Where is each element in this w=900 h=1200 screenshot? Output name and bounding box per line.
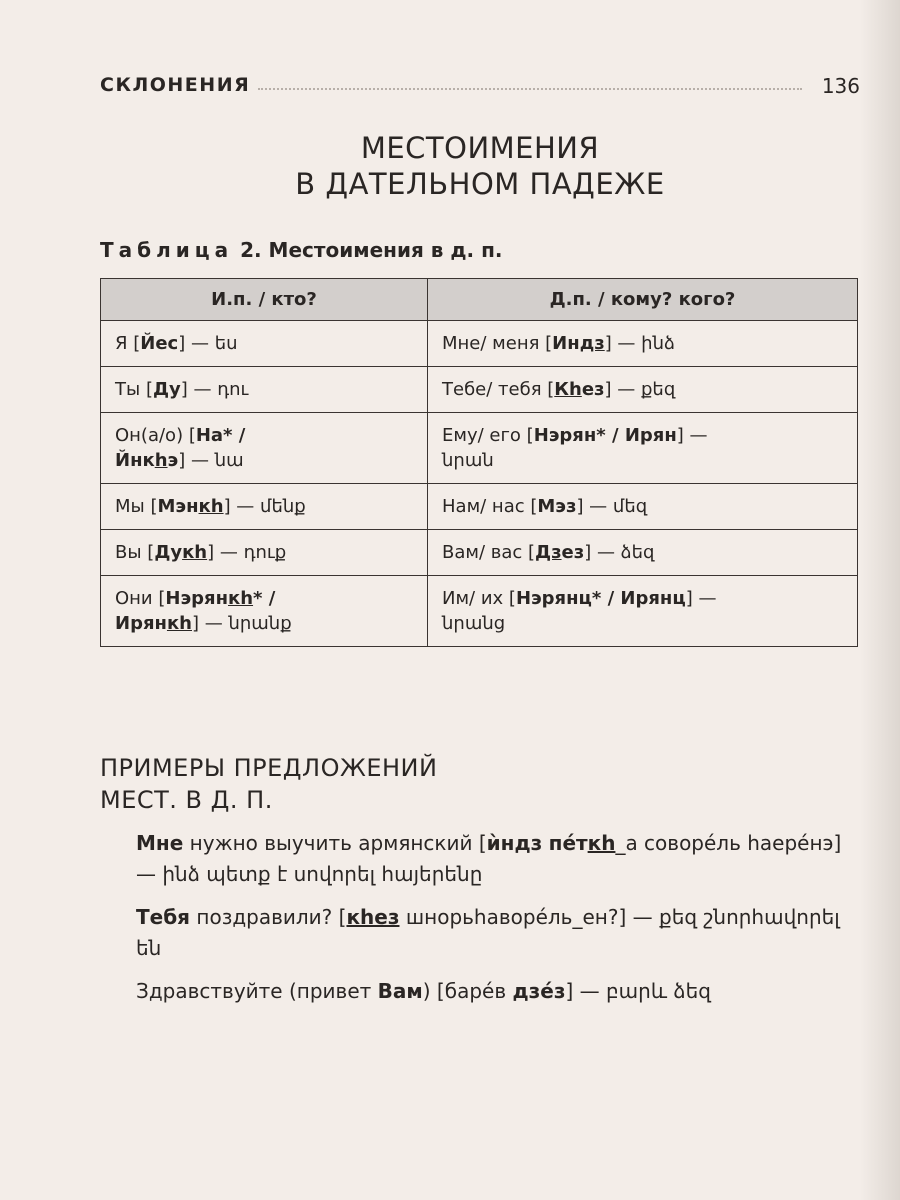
dat-translit-underlined: Кh bbox=[554, 379, 582, 400]
dat-armenian: ձեզ bbox=[620, 542, 655, 563]
example-text: нужно выучить армянский bbox=[189, 831, 473, 855]
nom-word: Они bbox=[115, 588, 153, 609]
nom-translit-underlined: кh bbox=[228, 588, 254, 609]
dat-armenian: մեզ bbox=[612, 496, 648, 517]
nom-translit-alt: Йнк bbox=[115, 450, 155, 471]
example-bold-word: Тебя bbox=[136, 905, 191, 929]
nom-translit: На* / bbox=[195, 425, 246, 446]
nom-translit-alt: Ирян bbox=[115, 613, 167, 634]
nom-translit-underlined: h bbox=[154, 450, 168, 471]
dat-armenian: նրան bbox=[442, 450, 494, 471]
chapter-title-line2: В ДАТЕЛЬНОМ ПАДЕЖЕ bbox=[295, 167, 665, 201]
page-edge-shadow bbox=[860, 0, 900, 1200]
nom-armenian: մենք bbox=[260, 496, 306, 517]
pronoun-table bbox=[100, 278, 858, 647]
dat-translit: Мэз bbox=[537, 496, 577, 517]
example-text-close: ) bbox=[422, 979, 431, 1003]
table-caption-text: Местоимения в д. п. bbox=[268, 238, 503, 262]
nom-armenian: դու bbox=[217, 379, 249, 400]
example-armenian: ինձ պետք է սովորել հայերենը bbox=[162, 862, 483, 886]
dat-armenian: ինձ bbox=[641, 333, 675, 354]
example-translit-bold-2: пéт bbox=[548, 831, 588, 855]
dat-word: Нам/ нас bbox=[442, 496, 525, 517]
nominative-cell: Я [Йес] — ես bbox=[101, 321, 428, 367]
header-nominative: И.п. / кто? bbox=[101, 279, 428, 321]
dat-translit: Нэрянц* / Ирянц bbox=[515, 588, 686, 609]
dat-word: Тебе/ тебя bbox=[442, 379, 542, 400]
example-bold-word: Мне bbox=[136, 831, 184, 855]
nominative-cell: Они [Нэрянкh* / Ирянкh] — նրանք bbox=[101, 576, 428, 647]
nominative-cell: Мы [Мэнкh] — մենք bbox=[101, 484, 428, 530]
example-translit-bold: дзéз bbox=[512, 979, 566, 1003]
nom-word: Он(а/о) bbox=[115, 425, 184, 446]
dative-cell: Им/ их [Нэрянц* / Ирянц] — նրանց bbox=[428, 576, 858, 647]
examples-list bbox=[136, 828, 856, 1019]
header-dotted-rule bbox=[258, 88, 802, 90]
table-row bbox=[101, 530, 858, 576]
nominative-cell: Он(а/о) [На* / Йнкhэ] — նա bbox=[101, 413, 428, 484]
nom-word: Вы bbox=[115, 542, 142, 563]
dat-word: Ему/ его bbox=[442, 425, 521, 446]
example-sentence: Здравствуйте (привет Вам) [барéв дзéз] — բարև ձեզ bbox=[136, 979, 711, 1003]
example-text: поздравили? bbox=[196, 905, 333, 929]
examples-heading-line1: ПРИМЕРЫ ПРЕДЛОЖЕНИЙ bbox=[100, 754, 438, 782]
table-row bbox=[101, 413, 858, 484]
dat-armenian: քեզ bbox=[640, 379, 676, 400]
dat-armenian: նրանց bbox=[442, 613, 506, 634]
dat-translit: Нэрян* / Ирян bbox=[533, 425, 677, 446]
example-translit-bold: ѝндз bbox=[486, 831, 543, 855]
nom-armenian: նրանք bbox=[228, 613, 292, 634]
dat-translit-underlined: дз bbox=[579, 333, 605, 354]
table-row bbox=[101, 321, 858, 367]
table-row bbox=[101, 576, 858, 647]
dat-translit: ез bbox=[561, 542, 585, 563]
nom-word: Мы bbox=[115, 496, 145, 517]
example-sentence: Мне нужно выучить армянский [ѝндз пéткh_а соворéль hаерéнэ] — ինձ պետք է սովորել հայերենը bbox=[136, 831, 842, 886]
example-translit: барéв bbox=[444, 979, 507, 1003]
section-title: СКЛОНЕНИЯ bbox=[100, 74, 251, 96]
dative-cell: Мне/ меня [Индз] — ինձ bbox=[428, 321, 858, 367]
dative-cell: Ему/ его [Нэрян* / Ирян] — նրան bbox=[428, 413, 858, 484]
nom-translit-end: э bbox=[167, 450, 179, 471]
example-armenian: բարև ձեզ bbox=[605, 979, 711, 1003]
example-bold-word: Вам bbox=[377, 979, 423, 1003]
nom-translit-sep: * / bbox=[253, 588, 276, 609]
nominative-cell: Вы [Дукh] — դուք bbox=[101, 530, 428, 576]
nom-translit: Ду bbox=[152, 379, 181, 400]
example-translit-underlined: кhез bbox=[346, 905, 400, 929]
nom-armenian: նա bbox=[214, 450, 244, 471]
dative-cell: Нам/ нас [Мэз] — մեզ bbox=[428, 484, 858, 530]
examples-heading-line2: МЕСТ. В Д. П. bbox=[100, 786, 273, 814]
nom-translit: Йес bbox=[140, 333, 179, 354]
nominative-cell: Ты [Ду] — դու bbox=[101, 367, 428, 413]
nom-translit: Нэрян bbox=[165, 588, 229, 609]
example-armenian: քեզ շնորհավորել են bbox=[136, 905, 840, 960]
table-row bbox=[101, 367, 858, 413]
example-translit-rest: шнорьhаворéль_ен? bbox=[405, 905, 619, 929]
nom-translit: Ду bbox=[154, 542, 183, 563]
table-caption-number: 2. bbox=[240, 238, 262, 262]
nom-armenian: դուք bbox=[243, 542, 287, 563]
dative-cell: Вам/ вас [Дзез] — ձեզ bbox=[428, 530, 858, 576]
nom-armenian: ես bbox=[214, 333, 238, 354]
example-translit-rest: _а соворéль hаерéнэ bbox=[615, 831, 834, 855]
dat-word: Вам/ вас bbox=[442, 542, 523, 563]
nom-translit-alt-underlined: кh bbox=[166, 613, 192, 634]
nom-word: Ты bbox=[115, 379, 141, 400]
dat-translit: Ин bbox=[552, 333, 580, 354]
header-dative: Д.п. / кому? кого? bbox=[428, 279, 858, 321]
table-caption bbox=[100, 238, 503, 262]
dat-word: Мне/ меня bbox=[442, 333, 540, 354]
table-row bbox=[101, 484, 858, 530]
example-translit-underlined: кh bbox=[587, 831, 616, 855]
example-sentence: Тебя поздравили? [кhез шнорьhаворéль_ен?] — քեզ շնորհավորել են bbox=[136, 905, 840, 960]
nom-word: Я bbox=[115, 333, 128, 354]
table-header-row bbox=[101, 279, 858, 321]
page-number: 136 bbox=[821, 74, 860, 98]
dat-translit-underlined: Дз bbox=[535, 542, 562, 563]
dat-translit: ез bbox=[581, 379, 605, 400]
chapter-title bbox=[100, 130, 860, 202]
dat-word: Им/ их bbox=[442, 588, 504, 609]
examples-heading bbox=[100, 752, 437, 816]
dative-cell: Тебе/ тебя [Кhез] — քեզ bbox=[428, 367, 858, 413]
nom-translit: Мэн bbox=[157, 496, 199, 517]
table-caption-label: Таблица bbox=[100, 238, 234, 262]
example-text: Здравствуйте (привет bbox=[136, 979, 372, 1003]
nom-translit-underlined: кh bbox=[182, 542, 208, 563]
running-header bbox=[100, 72, 860, 106]
nom-translit-underlined: кh bbox=[198, 496, 224, 517]
chapter-title-line1: МЕСТОИМЕНИЯ bbox=[360, 131, 600, 165]
